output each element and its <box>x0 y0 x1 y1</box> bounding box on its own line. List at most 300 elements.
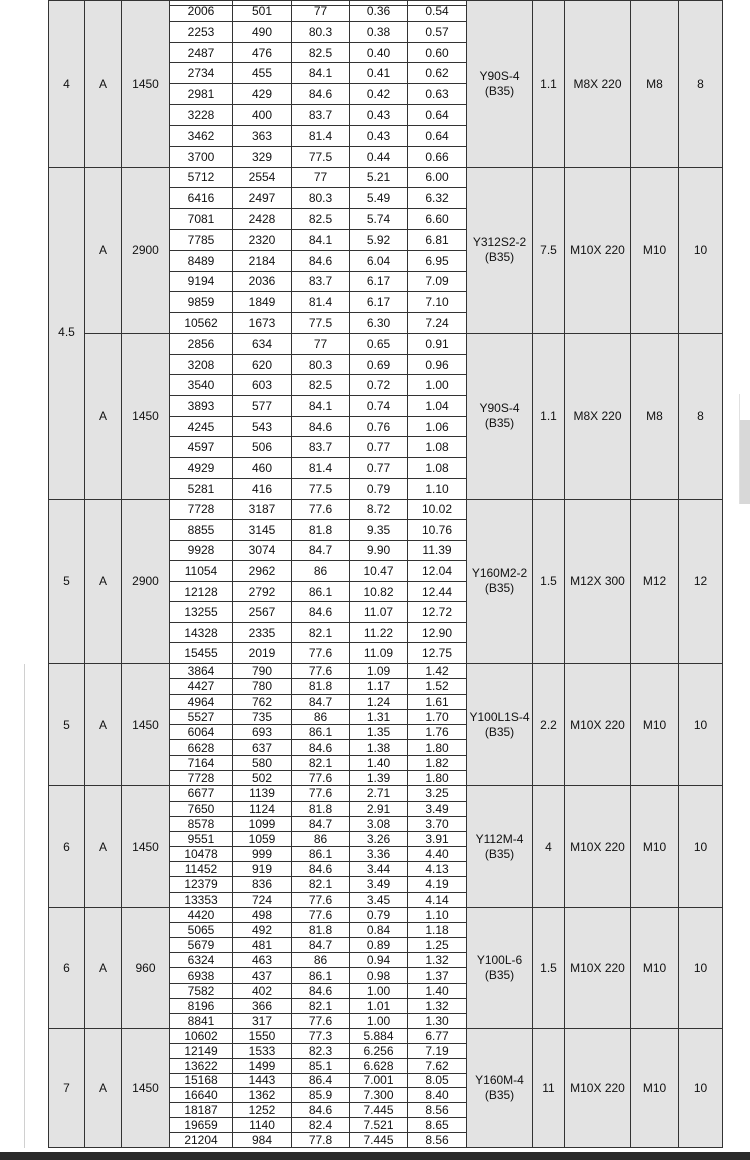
cell-data: 86.1 <box>292 968 350 983</box>
cell-data: 83.7 <box>292 437 350 458</box>
cell-data: 3864 <box>170 664 233 679</box>
cell-data: 84.6 <box>292 602 350 623</box>
cell-data: 10562 <box>170 313 233 334</box>
cell-data: 77.6 <box>292 664 350 679</box>
cell-data: 1140 <box>233 1117 292 1132</box>
cell-data: 19659 <box>170 1117 233 1132</box>
cell-type: A <box>85 1 122 168</box>
cell-screw: M12 <box>631 499 679 664</box>
table-row <box>49 334 723 355</box>
cell-data: 8489 <box>170 250 233 271</box>
table-row <box>49 907 723 922</box>
cell-type: A <box>85 167 122 334</box>
cell-power: 11 <box>533 1029 565 1148</box>
cell-data: 502 <box>233 771 292 786</box>
cell-data: 6938 <box>170 968 233 983</box>
cell-data: 2497 <box>233 188 292 209</box>
cell-data: 1059 <box>233 831 292 846</box>
cell-data: 0.84 <box>350 922 408 937</box>
cell-data: 77.5 <box>292 146 350 167</box>
cell-data: 4964 <box>170 694 233 709</box>
cell-data: 0.72 <box>350 375 408 396</box>
cell-data: 0.69 <box>350 354 408 375</box>
cell-data: 0.57 <box>408 21 467 42</box>
cell-bolt: M8X 220 <box>565 1 631 168</box>
cell-data: 2.91 <box>350 801 408 816</box>
motor-model-mount: (B35) <box>484 967 515 982</box>
cell-data: 84.6 <box>292 740 350 755</box>
cell-data: 2734 <box>170 63 233 84</box>
cell-data: 6.81 <box>408 229 467 250</box>
cell-data: 82.3 <box>292 1043 350 1058</box>
cell-power: 1.5 <box>533 499 565 664</box>
cell-data: 637 <box>233 740 292 755</box>
cell-data: 0.91 <box>408 334 467 355</box>
cell-data: 620 <box>233 354 292 375</box>
cell-screw: M8 <box>631 1 679 168</box>
cell-bolt: M8X 220 <box>565 334 631 500</box>
cell-count: 10 <box>679 664 723 786</box>
motor-model-mount: (B35) <box>484 250 515 265</box>
cell-data: 6.17 <box>350 292 408 313</box>
cell-motor-model <box>467 167 533 334</box>
cell-data: 86.1 <box>292 847 350 862</box>
cell-data: 86 <box>292 953 350 968</box>
cell-data: 10.76 <box>408 520 467 541</box>
cell-data: 1252 <box>233 1103 292 1118</box>
cell-data: 3.26 <box>350 831 408 846</box>
cell-data: 634 <box>233 334 292 355</box>
cell-power: 4 <box>533 786 565 907</box>
cell-data: 0.62 <box>408 63 467 84</box>
cell-data: 77.6 <box>292 499 350 520</box>
cell-data: 3228 <box>170 105 233 126</box>
cell-data: 7.445 <box>350 1103 408 1118</box>
cell-data: 11.07 <box>350 602 408 623</box>
cell-power: 7.5 <box>533 167 565 334</box>
cell-data: 0.96 <box>408 354 467 375</box>
cell-data: 1.42 <box>408 664 467 679</box>
cell-motor-model <box>467 499 533 664</box>
cell-data: 3.91 <box>408 831 467 846</box>
cell-data: 1.04 <box>408 396 467 417</box>
cell-data: 80.3 <box>292 354 350 375</box>
cell-power: 1.5 <box>533 907 565 1028</box>
cell-speed: 1450 <box>122 1 170 168</box>
cell-data: 2.71 <box>350 786 408 801</box>
cell-data: 1443 <box>233 1073 292 1088</box>
cell-data: 2567 <box>233 602 292 623</box>
cell-data: 81.8 <box>292 679 350 694</box>
cell-data: 84.6 <box>292 1103 350 1118</box>
cell-data: 693 <box>233 725 292 740</box>
cell-data: 2184 <box>233 250 292 271</box>
cell-group-value: 5 <box>49 499 85 664</box>
cell-data: 9.35 <box>350 520 408 541</box>
cell-data: 4420 <box>170 907 233 922</box>
cell-data: 77.6 <box>292 892 350 907</box>
cell-data: 3074 <box>233 540 292 561</box>
cell-data: 5065 <box>170 922 233 937</box>
cell-data: 1533 <box>233 1043 292 1058</box>
cell-screw: M10 <box>631 907 679 1028</box>
cell-data: 7.09 <box>408 271 467 292</box>
cell-data: 7.10 <box>408 292 467 313</box>
cell-data: 0.40 <box>350 42 408 63</box>
cell-data: 6.30 <box>350 313 408 334</box>
cell-data: 1.24 <box>350 694 408 709</box>
cell-data: 603 <box>233 375 292 396</box>
cell-data: 0.44 <box>350 146 408 167</box>
cell-data: 1.00 <box>350 983 408 998</box>
cell-data: 2792 <box>233 581 292 602</box>
cell-data: 1.30 <box>408 1013 467 1028</box>
cell-data: 3.49 <box>408 801 467 816</box>
cell-data: 6064 <box>170 725 233 740</box>
cell-data: 1.00 <box>408 375 467 396</box>
cell-data: 790 <box>233 664 292 679</box>
cell-data: 400 <box>233 105 292 126</box>
cell-power: 1.1 <box>533 334 565 500</box>
cell-data: 81.4 <box>292 458 350 479</box>
cell-data: 77.6 <box>292 786 350 801</box>
cell-data: 1.09 <box>350 664 408 679</box>
cell-data: 2962 <box>233 561 292 582</box>
cell-data: 8196 <box>170 998 233 1013</box>
cell-data: 724 <box>233 892 292 907</box>
cell-data: 12128 <box>170 581 233 602</box>
cell-data: 1550 <box>233 1029 292 1044</box>
cell-type: A <box>85 1029 122 1148</box>
cell-data: 1.31 <box>350 709 408 724</box>
cell-data: 836 <box>233 877 292 892</box>
cell-data: 543 <box>233 416 292 437</box>
cell-data: 3.08 <box>350 816 408 831</box>
cell-data: 919 <box>233 862 292 877</box>
cell-screw: M8 <box>631 334 679 500</box>
cell-speed: 2900 <box>122 167 170 334</box>
cell-data: 1.10 <box>408 478 467 499</box>
cell-data: 5.884 <box>350 1029 408 1044</box>
cell-data: 84.1 <box>292 229 350 250</box>
cell-data: 7582 <box>170 983 233 998</box>
motor-model-name: Y100L1S-4 <box>469 709 530 724</box>
cell-data: 6.95 <box>408 250 467 271</box>
cell-data: 81.4 <box>292 125 350 146</box>
cell-data: 0.98 <box>350 968 408 983</box>
cell-data: 1.06 <box>408 416 467 437</box>
cell-data: 2320 <box>233 229 292 250</box>
cell-group-value: 7 <box>49 1029 85 1148</box>
cell-data: 0.42 <box>350 84 408 105</box>
cell-data: 84.7 <box>292 694 350 709</box>
cell-speed: 2900 <box>122 499 170 664</box>
cell-data: 498 <box>233 907 292 922</box>
cell-data: 481 <box>233 938 292 953</box>
cell-data: 2428 <box>233 209 292 230</box>
cell-data: 429 <box>233 84 292 105</box>
cell-data: 1.38 <box>350 740 408 755</box>
motor-model-name: Y90S-4 <box>479 68 520 83</box>
cell-bolt: M10X 220 <box>565 907 631 1028</box>
cell-data: 82.1 <box>292 998 350 1013</box>
cell-type: A <box>85 499 122 664</box>
cell-data: 18187 <box>170 1103 233 1118</box>
cell-data: 3893 <box>170 396 233 417</box>
cell-data: 1.18 <box>408 922 467 937</box>
cell-data: 1.70 <box>408 709 467 724</box>
page-edge-line <box>24 664 25 1148</box>
cell-data: 2253 <box>170 21 233 42</box>
cell-data: 0.64 <box>408 105 467 126</box>
cell-data: 2335 <box>233 622 292 643</box>
cell-data: 6.17 <box>350 271 408 292</box>
cell-data: 1.25 <box>408 938 467 953</box>
cell-data: 363 <box>233 125 292 146</box>
cell-data: 0.89 <box>350 938 408 953</box>
cell-motor-model <box>467 1029 533 1148</box>
cell-data: 4929 <box>170 458 233 479</box>
cell-data: 5.49 <box>350 188 408 209</box>
cell-data: 7728 <box>170 771 233 786</box>
cell-data: 12379 <box>170 877 233 892</box>
cell-data: 3462 <box>170 125 233 146</box>
cell-motor-model <box>467 334 533 500</box>
cell-data: 81.8 <box>292 801 350 816</box>
cell-data: 780 <box>233 679 292 694</box>
cell-data: 11452 <box>170 862 233 877</box>
cell-speed: 1450 <box>122 664 170 786</box>
cell-data: 1.76 <box>408 725 467 740</box>
cell-data: 7650 <box>170 801 233 816</box>
cell-data: 6628 <box>170 740 233 755</box>
cell-data: 84.6 <box>292 416 350 437</box>
cell-count: 12 <box>679 499 723 664</box>
cell-data: 86 <box>292 561 350 582</box>
motor-model-name: Y112M-4 <box>475 831 524 846</box>
cell-data: 4245 <box>170 416 233 437</box>
cell-data: 4.13 <box>408 862 467 877</box>
cell-type: A <box>85 334 122 500</box>
cell-data: 1.32 <box>408 953 467 968</box>
cell-data: 6.77 <box>408 1029 467 1044</box>
cell-data: 1.37 <box>408 968 467 983</box>
cell-data: 1.01 <box>350 998 408 1013</box>
cell-data: 77.3 <box>292 1029 350 1044</box>
cell-data: 77.6 <box>292 907 350 922</box>
table-row <box>49 499 723 520</box>
cell-data: 6.00 <box>408 167 467 188</box>
cell-data: 5712 <box>170 167 233 188</box>
cell-motor-model <box>467 786 533 907</box>
cell-data: 13255 <box>170 602 233 623</box>
cell-data: 2019 <box>233 643 292 664</box>
cell-data: 1.35 <box>350 725 408 740</box>
cell-data: 86 <box>292 831 350 846</box>
table-row <box>49 786 723 801</box>
cell-data: 1849 <box>233 292 292 313</box>
cell-data: 1.39 <box>350 771 408 786</box>
cell-data: 85.9 <box>292 1088 350 1103</box>
cell-data: 82.5 <box>292 375 350 396</box>
cell-data: 77.6 <box>292 771 350 786</box>
cell-data: 82.1 <box>292 755 350 770</box>
cell-data: 4597 <box>170 437 233 458</box>
cell-data: 9859 <box>170 292 233 313</box>
cell-data: 84.7 <box>292 816 350 831</box>
cell-data: 1499 <box>233 1058 292 1073</box>
cell-data: 6.628 <box>350 1058 408 1073</box>
cell-data: 5281 <box>170 478 233 499</box>
cell-data: 0.65 <box>350 334 408 355</box>
motor-model-mount: (B35) <box>484 724 515 739</box>
cell-motor-model <box>467 907 533 1028</box>
cell-data: 77.5 <box>292 478 350 499</box>
cell-data: 2036 <box>233 271 292 292</box>
cell-data: 8.40 <box>408 1088 467 1103</box>
cell-data: 83.7 <box>292 271 350 292</box>
cell-data: 9.90 <box>350 540 408 561</box>
cell-data: 0.94 <box>350 953 408 968</box>
cell-data: 1.82 <box>408 755 467 770</box>
cell-count: 10 <box>679 1029 723 1148</box>
cell-data: 1.08 <box>408 458 467 479</box>
cell-screw: M10 <box>631 167 679 334</box>
cell-data: 16640 <box>170 1088 233 1103</box>
cell-data: 0.64 <box>408 125 467 146</box>
cell-data: 82.4 <box>292 1117 350 1132</box>
cell-data: 77 <box>292 167 350 188</box>
cell-data: 9928 <box>170 540 233 561</box>
cell-data: 84.6 <box>292 250 350 271</box>
cell-data: 0.43 <box>350 105 408 126</box>
cell-data: 506 <box>233 437 292 458</box>
cell-data: 463 <box>233 953 292 968</box>
cell-data: 8578 <box>170 816 233 831</box>
scroll-tab[interactable] <box>740 420 750 504</box>
cell-data: 77 <box>292 334 350 355</box>
cell-data: 8.72 <box>350 499 408 520</box>
cell-data: 6.32 <box>408 188 467 209</box>
motor-model-name: Y312S2-2 <box>472 235 527 250</box>
cell-data: 0.79 <box>350 478 408 499</box>
cell-data: 7164 <box>170 755 233 770</box>
cell-count: 10 <box>679 786 723 907</box>
cell-data: 999 <box>233 847 292 862</box>
cell-data: 12.90 <box>408 622 467 643</box>
cell-data: 2856 <box>170 334 233 355</box>
cell-data: 82.1 <box>292 622 350 643</box>
cell-data: 10.02 <box>408 499 467 520</box>
motor-model-mount: (B35) <box>484 846 515 861</box>
cell-data: 5527 <box>170 709 233 724</box>
cell-data: 580 <box>233 755 292 770</box>
cell-data: 0.38 <box>350 21 408 42</box>
fan-spec-table <box>48 0 722 1148</box>
cell-count: 8 <box>679 1 723 168</box>
cell-bolt: M10X 220 <box>565 1029 631 1148</box>
cell-type: A <box>85 664 122 786</box>
cell-data: 84.1 <box>292 396 350 417</box>
cell-data: 3.25 <box>408 786 467 801</box>
cell-data: 12.44 <box>408 581 467 602</box>
cell-data: 11.22 <box>350 622 408 643</box>
cell-data: 12149 <box>170 1043 233 1058</box>
cell-data: 9194 <box>170 271 233 292</box>
cell-data: 6677 <box>170 786 233 801</box>
cell-data: 4.14 <box>408 892 467 907</box>
cell-data: 1.80 <box>408 771 467 786</box>
cell-group-value: 5 <box>49 664 85 786</box>
cell-data: 490 <box>233 21 292 42</box>
cell-data: 8.56 <box>408 1132 467 1147</box>
cell-count: 10 <box>679 907 723 1028</box>
cell-speed: 1450 <box>122 786 170 907</box>
table-row <box>49 1029 723 1044</box>
cell-data: 1362 <box>233 1088 292 1103</box>
cell-group-value: 6 <box>49 907 85 1028</box>
cell-data: 1673 <box>233 313 292 334</box>
cell-data: 1.08 <box>408 437 467 458</box>
cell-data: 0.43 <box>350 125 408 146</box>
cell-data: 492 <box>233 922 292 937</box>
cell-data: 77.6 <box>292 643 350 664</box>
cell-data: 3700 <box>170 146 233 167</box>
cell-data: 15168 <box>170 1073 233 1088</box>
cell-data: 1.40 <box>350 755 408 770</box>
cell-data: 3208 <box>170 354 233 375</box>
cell-data: 0.60 <box>408 42 467 63</box>
motor-model-name: Y100L-6 <box>476 952 523 967</box>
cell-data: 80.3 <box>292 21 350 42</box>
cell-screw: M10 <box>631 1029 679 1148</box>
cell-data: 7.521 <box>350 1117 408 1132</box>
cell-data: 1.61 <box>408 694 467 709</box>
cell-data: 1.17 <box>350 679 408 694</box>
cell-data: 1099 <box>233 816 292 831</box>
cell-data: 84.6 <box>292 983 350 998</box>
cell-data: 0.66 <box>408 146 467 167</box>
cell-group-value: 4.5 <box>49 167 85 499</box>
cell-data: 329 <box>233 146 292 167</box>
cell-data: 455 <box>233 63 292 84</box>
cell-data: 7.24 <box>408 313 467 334</box>
cell-data: 3145 <box>233 520 292 541</box>
cell-data: 5679 <box>170 938 233 953</box>
cell-data: 437 <box>233 968 292 983</box>
cell-data: 3.49 <box>350 877 408 892</box>
cell-data: 84.6 <box>292 862 350 877</box>
cell-data: 1.10 <box>408 907 467 922</box>
table-row <box>49 1 723 22</box>
cell-data: 0.76 <box>350 416 408 437</box>
cell-data: 0.77 <box>350 437 408 458</box>
cell-data: 7.19 <box>408 1043 467 1058</box>
cell-data: 460 <box>233 458 292 479</box>
motor-model-name: Y90S-4 <box>479 401 520 416</box>
cell-bolt: M10X 220 <box>565 786 631 907</box>
cell-data: 3.70 <box>408 816 467 831</box>
cell-data: 8.05 <box>408 1073 467 1088</box>
cell-data: 77.8 <box>292 1132 350 1147</box>
cell-data: 10478 <box>170 847 233 862</box>
spec-table-body <box>49 1 723 1148</box>
cell-data: 7081 <box>170 209 233 230</box>
cell-data: 82.5 <box>292 209 350 230</box>
cell-data: 4.19 <box>408 877 467 892</box>
cell-data: 1.00 <box>350 1013 408 1028</box>
cell-data: 81.8 <box>292 520 350 541</box>
